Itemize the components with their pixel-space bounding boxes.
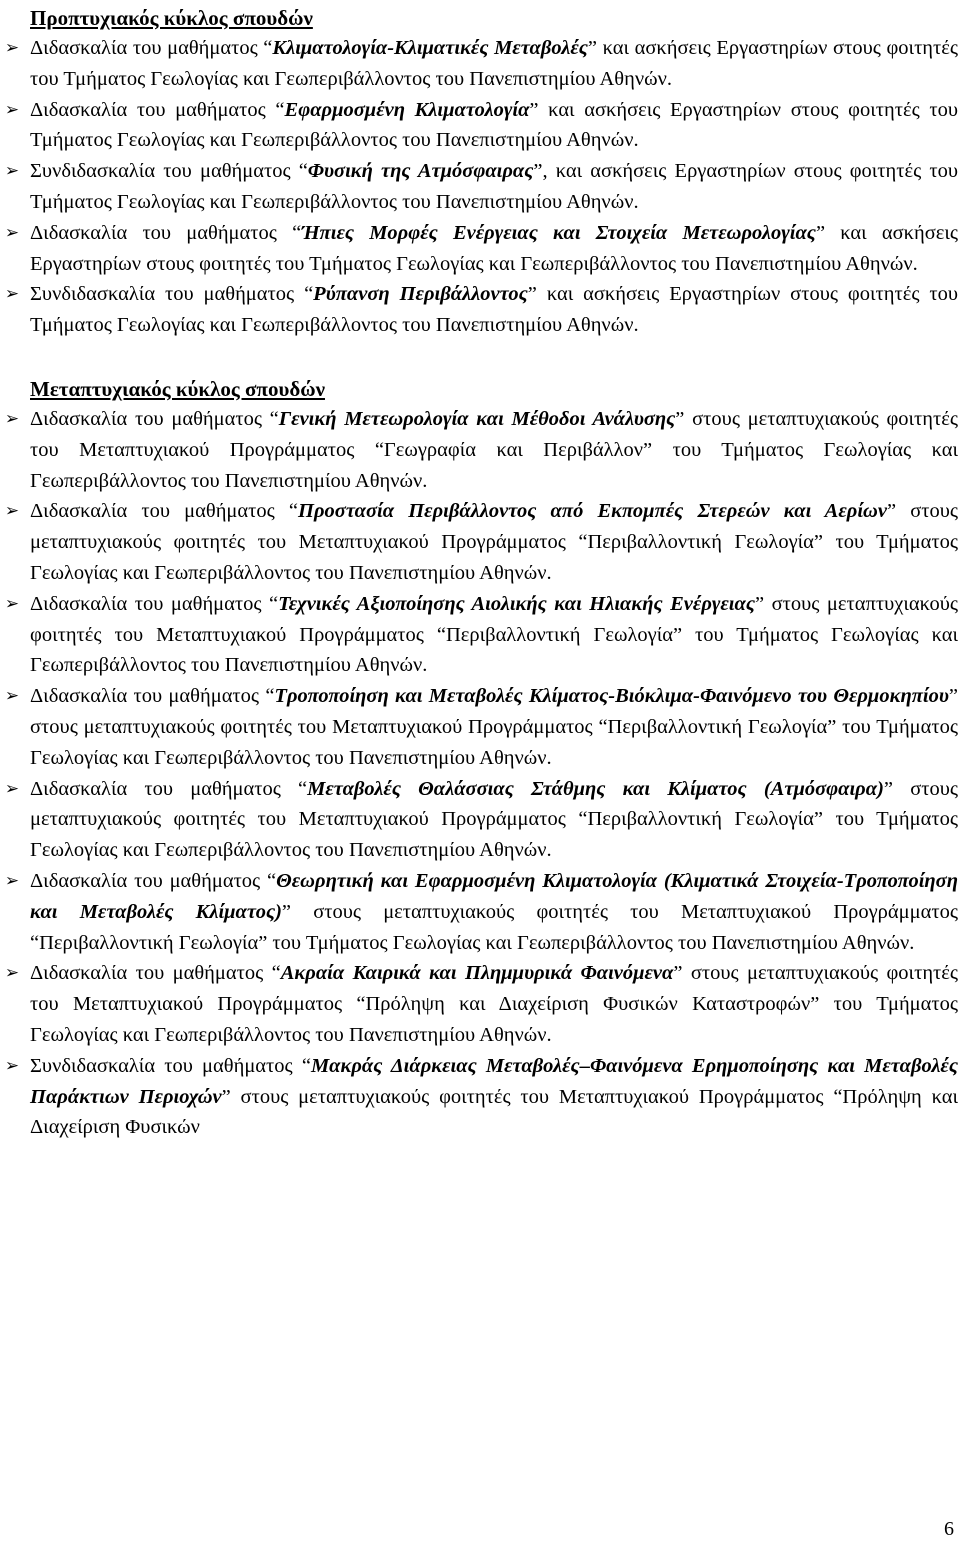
course-intro-text: Διδασκαλία του μαθήματος “	[30, 500, 299, 523]
course-title: Φυσική της Ατμόσφαιρας	[307, 160, 534, 183]
arrowhead-bullet-icon: ➢	[4, 408, 20, 429]
course-details-text: ” και ασκήσεις Εργαστηρίων στους φοιτητές του Τμήματος Γεωλογίας και Γεωπεριβάλλοντος του Πανεπιστημίου Αθηνών.	[30, 37, 958, 90]
course-intro-text: Διδασκαλία του μαθήματος “	[30, 592, 279, 615]
arrowhead-bullet-icon: ➢	[4, 284, 20, 305]
course-details-text: ” στους μεταπτυχιακούς φοιτητές του Μεταπτυχιακού Προγράμματος “Περιβαλλοντική Γεωλογία” του Τμήματος Γεωλογίας και Γεωπεριβάλλοντος του Πανεπιστημίου Αθηνών.	[30, 777, 959, 862]
course-list-item	[4, 681, 958, 773]
course-intro-text: Διδασκαλία του μαθήματος “	[30, 98, 285, 121]
course-details-text: ” στους μεταπτυχιακούς φοιτητές του Μεταπτυχιακού Προγράμματος “Περιβαλλοντική Γεωλογία” του Τμήματος Γεωλογίας και Γεωπεριβάλλοντος του Πανεπιστημίου Αθηνών.	[30, 900, 958, 954]
course-intro-text: Συνδιδασκαλία του μαθήματος “	[30, 1054, 311, 1077]
course-list-item	[4, 33, 958, 95]
arrowhead-bullet-icon: ➢	[4, 161, 20, 182]
undergraduate-heading: Προπτυχιακός κύκλος σπουδών	[30, 6, 313, 30]
course-intro-text: Διδασκαλία του μαθήματος “	[30, 221, 302, 244]
course-intro-text: Διδασκαλία του μαθήματος “	[30, 407, 279, 430]
course-list-item	[4, 156, 958, 218]
course-title: Μεταβολές Θαλάσσιας Στάθμης και Κλίματος (Ατμόσφαιρα)	[307, 777, 884, 800]
arrowhead-bullet-icon: ➢	[4, 963, 20, 984]
course-intro-text: Συνδιδασκαλία του μαθήματος “	[30, 283, 314, 306]
course-intro-text: Διδασκαλία του μαθήματος “	[30, 685, 275, 708]
course-title: Ακραία Καιρικά και Πλημμυρικά Φαινόμενα	[280, 962, 674, 985]
course-details-text: ” στους μεταπτυχιακούς φοιτητές του Μεταπτυχιακού Προγράμματος “Γεωγραφία και Περιβάλλον” του Τμήματος Γεωλογίας και Γεωπεριβάλλοντος του Πανεπιστημίου Αθηνών.	[30, 407, 958, 492]
course-details-text: ” στους μεταπτυχιακούς φοιτητές του Μεταπτυχιακού Προγράμματος “Περιβαλλοντική Γεωλογία” του Τμήματος Γεωλογίας και Γεωπεριβάλλοντος του Πανεπιστημίου Αθηνών.	[30, 685, 958, 769]
arrowhead-bullet-icon: ➢	[4, 1055, 20, 1076]
course-title: Προστασία Περιβάλλοντος από Εκπομπές Στερεών και Αερίων	[298, 500, 887, 523]
course-details-text: ” στους μεταπτυχιακούς φοιτητές του Μεταπτυχιακού Προγράμματος “Περιβαλλοντική Γεωλογία” του Τμήματος Γεωλογίας και Γεωπεριβάλλοντος του Πανεπιστημίου Αθηνών.	[30, 500, 959, 584]
course-list-item	[4, 1051, 958, 1143]
postgraduate-heading: Μεταπτυχιακός κύκλος σπουδών	[30, 376, 325, 401]
course-intro-text: Διδασκαλία του μαθήματος “	[30, 962, 281, 985]
course-intro-text: Διδασκαλία του μαθήματος “	[30, 777, 308, 800]
course-intro-text: Συνδιδασκαλία του μαθήματος “	[30, 160, 308, 183]
arrowhead-bullet-icon: ➢	[4, 593, 20, 614]
arrowhead-bullet-icon: ➢	[4, 686, 20, 707]
course-title: Τεχνικές Αξιοποίησης Αιολικής και Ηλιακής Ενέργειας	[278, 592, 755, 615]
course-intro-text: Διδασκαλία του μαθήματος “	[30, 37, 273, 59]
undergraduate-course-list	[4, 33, 958, 341]
course-title: Εφαρμοσμένη Κλιματολογία	[284, 98, 530, 121]
course-list-item	[4, 774, 959, 866]
page-number: 6	[944, 1518, 954, 1540]
arrowhead-bullet-icon: ➢	[4, 38, 20, 58]
course-details-text: ” στους μεταπτυχιακούς φοιτητές του Μεταπτυχιακού Προγράμματος “Περιβαλλοντική Γεωλογία” του Τμήματος Γεωλογίας και Γεωπεριβάλλοντος του Πανεπιστημίου Αθηνών.	[30, 592, 958, 677]
arrowhead-bullet-icon: ➢	[4, 778, 20, 799]
course-title: Τροποποίηση και Μεταβολές Κλίματος-Βιόκλιμα-Φαινόμενο του Θερμοκηπίου	[274, 685, 949, 708]
postgraduate-course-list	[4, 404, 959, 1143]
course-list-item	[4, 279, 958, 341]
course-title: Μακράς Διάρκειας Μεταβολές–Φαινόμενα Ερημοποίησης και Μεταβολές Παράκτιων Περιοχών	[30, 1054, 958, 1108]
document-page	[4, 4, 959, 1143]
course-title: Κλιματολογία-Κλιματικές Μεταβολές	[272, 37, 588, 59]
course-list-item	[4, 404, 958, 496]
course-details-text: ” και ασκήσεις Εργαστηρίων στους φοιτητές του Τμήματος Γεωλογίας και Γεωπεριβάλλοντος του Πανεπιστημίου Αθηνών.	[30, 221, 958, 275]
arrowhead-bullet-icon: ➢	[4, 501, 20, 522]
arrowhead-bullet-icon: ➢	[4, 870, 20, 891]
course-title: Γενική Μετεωρολογία και Μέθοδοι Ανάλυσης	[278, 407, 676, 430]
course-title: Θεωρητική και Εφαρμοσμένη Κλιματολογία (Κλιματικά Στοιχεία-Τροποποίηση και Μεταβολές Κλίματος)	[30, 869, 958, 923]
course-intro-text: Διδασκαλία του μαθήματος “	[30, 869, 277, 892]
course-details-text: ” στους μεταπτυχιακούς φοιτητές του Μεταπτυχιακού Προγράμματος “Πρόληψη και Διαχείριση Φυσικών Καταστροφών” του Τμήματος Γεωλογίας και Γεωπεριβάλλοντος του Πανεπιστημίου Αθηνών.	[30, 962, 958, 1046]
course-list-item	[4, 866, 958, 958]
course-title: Ήπιες Μορφές Ενέργειας και Στοιχεία Μετεωρολογίας	[301, 221, 816, 244]
course-details-text: ” και ασκήσεις Εργαστηρίων στους φοιτητές του Τμήματος Γεωλογίας και Γεωπεριβάλλοντος του Πανεπιστημίου Αθηνών.	[30, 283, 958, 337]
course-details-text: ”, και ασκήσεις Εργαστηρίων στους φοιτητές του Τμήματος Γεωλογίας και Γεωπεριβάλλοντος του Πανεπιστημίου Αθηνών.	[30, 160, 958, 213]
course-list-item	[4, 589, 958, 681]
course-details-text: ” και ασκήσεις Εργαστηρίων στους φοιτητές του Τμήματος Γεωλογίας και Γεωπεριβάλλοντος του Πανεπιστημίου Αθηνών.	[30, 98, 958, 152]
course-list-item	[4, 218, 958, 280]
course-list-item	[4, 958, 958, 1050]
course-title: Ρύπανση Περιβάλλοντος	[313, 283, 528, 306]
course-list-item	[4, 496, 959, 588]
course-details-text: ” στους μεταπτυχιακούς φοιτητές του Μεταπτυχιακού Προγράμματος “Πρόληψη και Διαχείριση Φυσικών	[30, 1085, 958, 1139]
arrowhead-bullet-icon: ➢	[4, 222, 20, 243]
arrowhead-bullet-icon: ➢	[4, 99, 20, 120]
course-list-item	[4, 95, 958, 157]
